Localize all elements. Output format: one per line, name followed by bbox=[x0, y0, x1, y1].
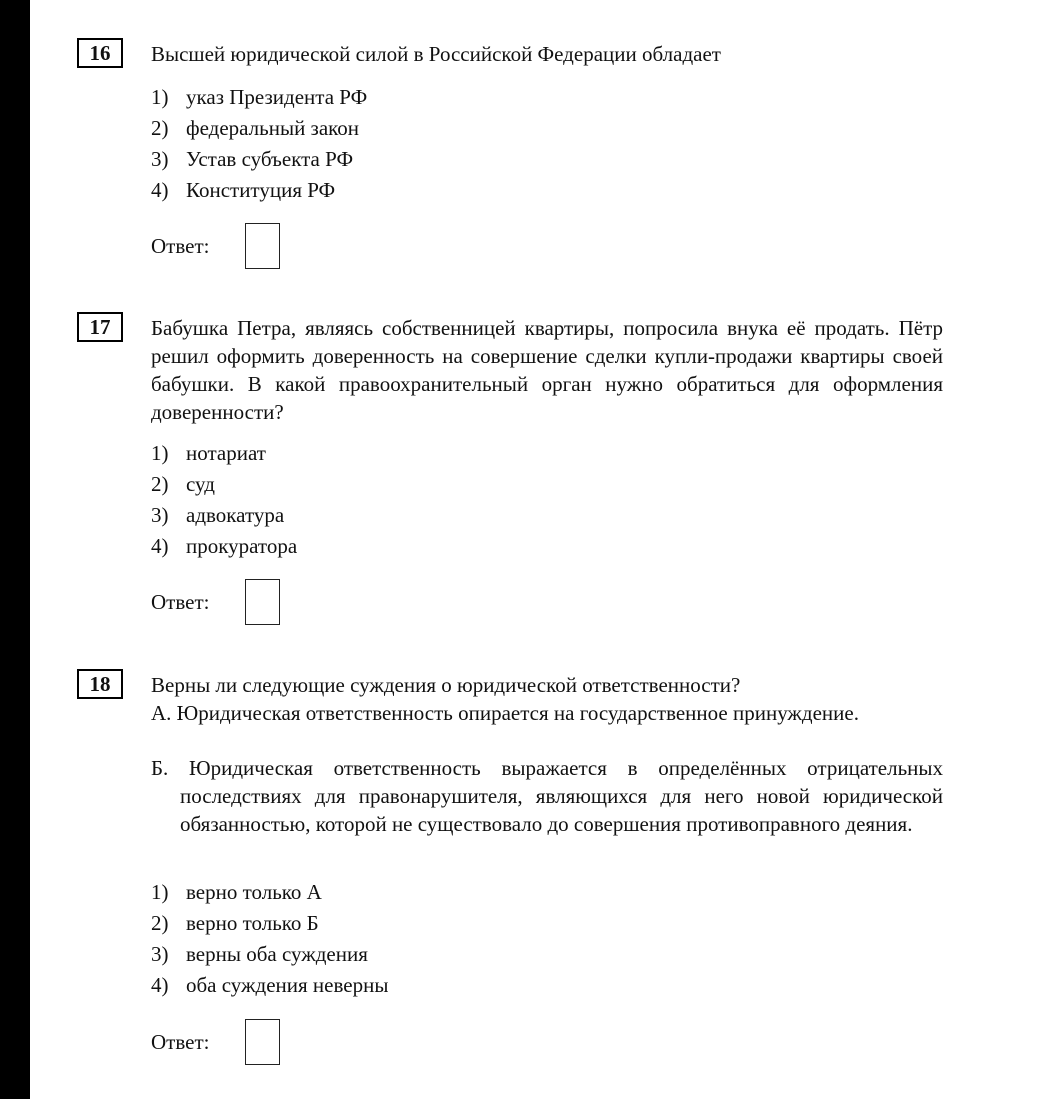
answer-label: Ответ: bbox=[151, 589, 210, 614]
answer-input-box[interactable] bbox=[245, 1019, 280, 1065]
option-item: 4) прокуратора bbox=[151, 534, 298, 558]
judgement-a: А. Юридическая ответственность опирается на государственное принуждение. bbox=[151, 701, 859, 725]
option-item: 1) указ Президента РФ bbox=[151, 85, 368, 109]
answer-label: Ответ: bbox=[151, 233, 210, 258]
task-number-box: 17 bbox=[77, 312, 123, 342]
answer-row bbox=[151, 579, 280, 625]
option-item: 3) верны оба суждения bbox=[151, 942, 368, 966]
answer-input-box[interactable] bbox=[245, 579, 280, 625]
task-number-box: 18 bbox=[77, 669, 123, 699]
answer-input-box[interactable] bbox=[245, 223, 280, 269]
options-list bbox=[151, 877, 388, 1001]
option-item: 1) нотариат bbox=[151, 441, 266, 465]
option-item: 4) Конституция РФ bbox=[151, 178, 336, 202]
answer-label: Ответ: bbox=[151, 1029, 210, 1054]
task-number-box: 16 bbox=[77, 38, 123, 68]
exam-page bbox=[30, 0, 1059, 1099]
option-item: 2) суд bbox=[151, 472, 215, 496]
question-text: Верны ли следующие суждения о юридической ответственности? bbox=[151, 673, 741, 697]
options-list bbox=[151, 438, 297, 562]
question-text: Высшей юридической силой в Российской Федерации обладает bbox=[151, 42, 721, 66]
option-item: 3) адвокатура bbox=[151, 503, 285, 527]
option-item: 3) Устав субъекта РФ bbox=[151, 147, 354, 171]
options-list bbox=[151, 82, 367, 206]
question-text: Бабушка Петра, являясь собственницей квартиры, попросила внука её продать. Пётр решил оформить доверенность на совершение сделки купли-продажи квартиры своей бабушки. В какой правоохранительный орган нужно обратиться для оформления доверенности? bbox=[151, 316, 943, 424]
option-item: 2) верно только Б bbox=[151, 911, 319, 935]
answer-row bbox=[151, 223, 280, 269]
judgement-b: Б. Юридическая ответственность выражается в определённых отрицательных последствиях для правонарушителя, являющихся для него новой юридической обязанностью, которой не существовало до совершения противоправного деяния. bbox=[151, 756, 943, 836]
option-item: 2) федеральный закон bbox=[151, 116, 360, 140]
option-item: 4) оба суждения неверны bbox=[151, 973, 389, 997]
option-item: 1) верно только А bbox=[151, 880, 322, 904]
answer-row bbox=[151, 1019, 280, 1065]
